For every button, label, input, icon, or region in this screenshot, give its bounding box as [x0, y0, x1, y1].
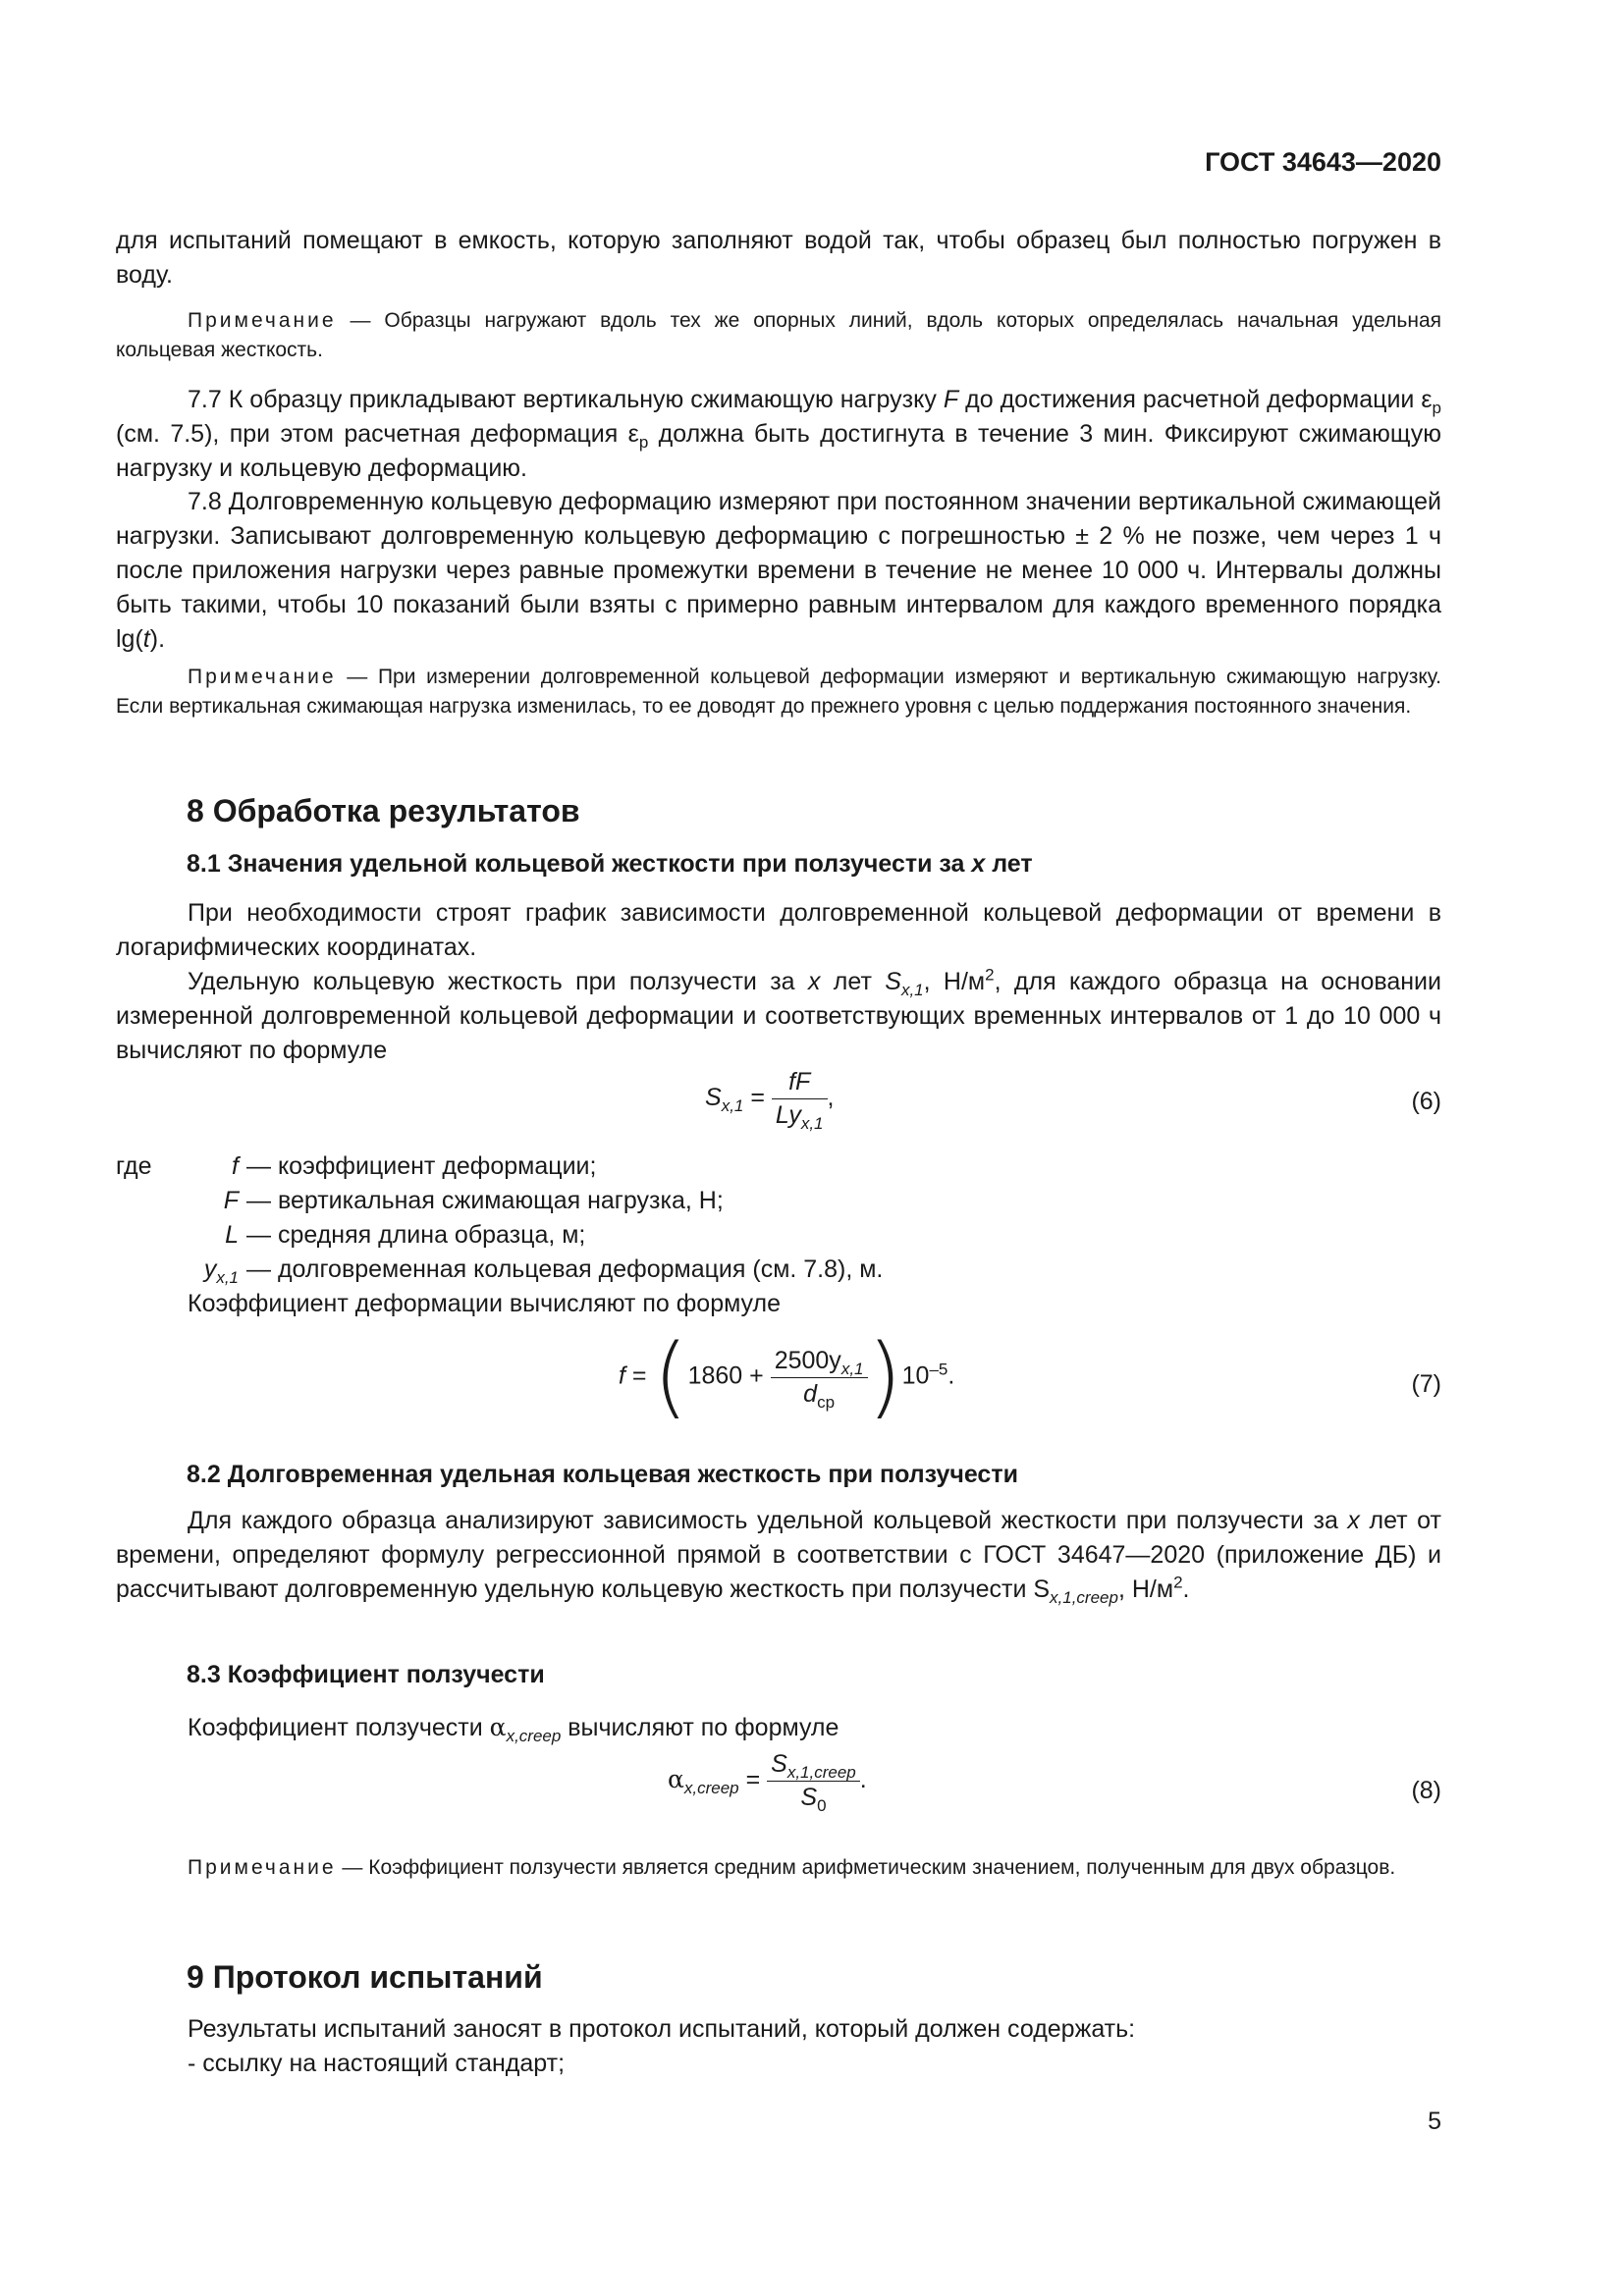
paragraph-8-1-b: Удельную кольцевую жесткость при ползучести за x лет $S_{x,1}$, $Н/м^2$, для каждого образца на основании измеренной долговременной кольцевой деформации и соответствующих временных интервалов от 1 до 10 000 ч вычисляют по формуле	[116, 965, 1441, 1064]
subsection-8-2-heading: 8.2 Долговременная удельная кольцевая жесткость при ползучести	[187, 1461, 1018, 1488]
paragraph-7-7: 7.7 К образцу прикладывают вертикальную сжимающую нагрузку F до достижения расчетной деформации $\varepsilon_p$ (см. 7.5), при этом расчетная деформация $\varepsilon_p$ должна быть достигнута в течение 3 мин. Фиксируют сжимающую нагрузку и кольцевую деформацию.	[116, 386, 1441, 482]
note-label: Примечание	[188, 309, 337, 332]
standard-number: ГОСТ 34643—2020	[1205, 147, 1441, 177]
where-row: $y_{x,1}$ — долговременная кольцевая деформация (см. 7.8), м.	[203, 1255, 884, 1287]
paragraph-7-8: 7.8 Долговременную кольцевую деформацию измеряют при постоянном значении вертикальной сжимающей нагрузки. Записывают долговременную кольцевую деформацию с погрешностью ± 2 % не позже, чем через 1 ч после приложения нагрузки через равные промежутки времени в течение не менее 10 000 ч. Интервалы должны быть такими, чтобы 10 показаний были взяты с примерно равным интервалом для каждого временного порядка lg(t).	[116, 488, 1441, 653]
paragraph-coefficient: Коэффициент деформации вычисляют по формуле	[188, 1290, 782, 1317]
equation-8-number: (8)	[1411, 1777, 1441, 1804]
note-1	[116, 306, 1441, 365]
where-row: F — вертикальная сжимающая нагрузка, Н;	[223, 1187, 724, 1214]
where-list	[116, 1149, 1000, 1287]
paragraph-8-1-a: При необходимости строят график зависимости долговременной кольцевой деформации от времени в логарифмических координатах.	[116, 899, 1441, 961]
note-3	[116, 1853, 1441, 1883]
note-text: — Образцы нагружают вдоль тех же опорных линий, вдоль которых определялась начальная удельная кольцевая жесткость.	[116, 309, 1441, 361]
note-label: Примечание	[188, 666, 337, 688]
section-9-heading: 9 Протокол испытаний	[187, 1959, 543, 1995]
paragraph-9: Результаты испытаний заносят в протокол испытаний, который должен содержать: - ссылку на настоящий стандарт;	[188, 2015, 1136, 2077]
where-row: где f — коэффициент деформации;	[116, 1152, 597, 1180]
subsection-8-1-heading: 8.1 Значения удельной кольцевой жесткости при ползучести за x лет	[187, 850, 1033, 878]
note-text: — При измерении долговременной кольцевой деформации измеряют и вертикальную сжимающую нагрузку. Если вертикальная сжимающая нагрузка изменилась, то ее доводят до прежнего уровня с целью поддержания постоянного значения.	[116, 666, 1441, 718]
subsection-8-3-heading: 8.3 Коэффициент ползучести	[187, 1661, 545, 1688]
note-label: Примечание	[188, 1856, 337, 1879]
paragraph-continuation: для испытаний помещают в емкость, которую заполняют водой так, чтобы образец был полностью погружен в воду.	[116, 227, 1441, 289]
equation-7: f = (1860 + $\frac{2500y_{x,1}}{d_{ср}}$ )$10^{-5}$.	[619, 1325, 955, 1428]
note-text: — Коэффициент ползучести является средним арифметическим значением, полученным для двух образцов.	[342, 1856, 1396, 1879]
page-number: 5	[1428, 2108, 1441, 2135]
where-row: L — средняя длина образца, м;	[225, 1221, 586, 1249]
equation-7-number: (7)	[1411, 1370, 1441, 1398]
equation-6: $S_{x,1}$ = $\frac{fF}{Ly_{x,1}}$ ,	[705, 1068, 835, 1133]
section-8-heading: 8 Обработка результатов	[187, 793, 580, 828]
note-2	[116, 663, 1441, 721]
equation-8: $\alpha_{x,creep}$ = $\frac{S_{x,1,creep}}{S_0}$ .	[668, 1750, 867, 1815]
paragraph-8-3: Коэффициент ползучести $\alpha_{x,creep}$ вычисляют по формуле	[188, 1713, 839, 1745]
equation-6-number: (6)	[1411, 1088, 1441, 1115]
paragraph-8-2: Для каждого образца анализируют зависимость удельной кольцевой жесткости при ползучести за x лет от времени, определяют формулу регрессионной прямой в соответствии с ГОСТ 34647—2020 (приложение ДБ) и рассчитывают долговременную удельную кольцевую жесткость при ползучести $S_{x,1,creep}$, $Н/м^2$.	[116, 1507, 1441, 1607]
